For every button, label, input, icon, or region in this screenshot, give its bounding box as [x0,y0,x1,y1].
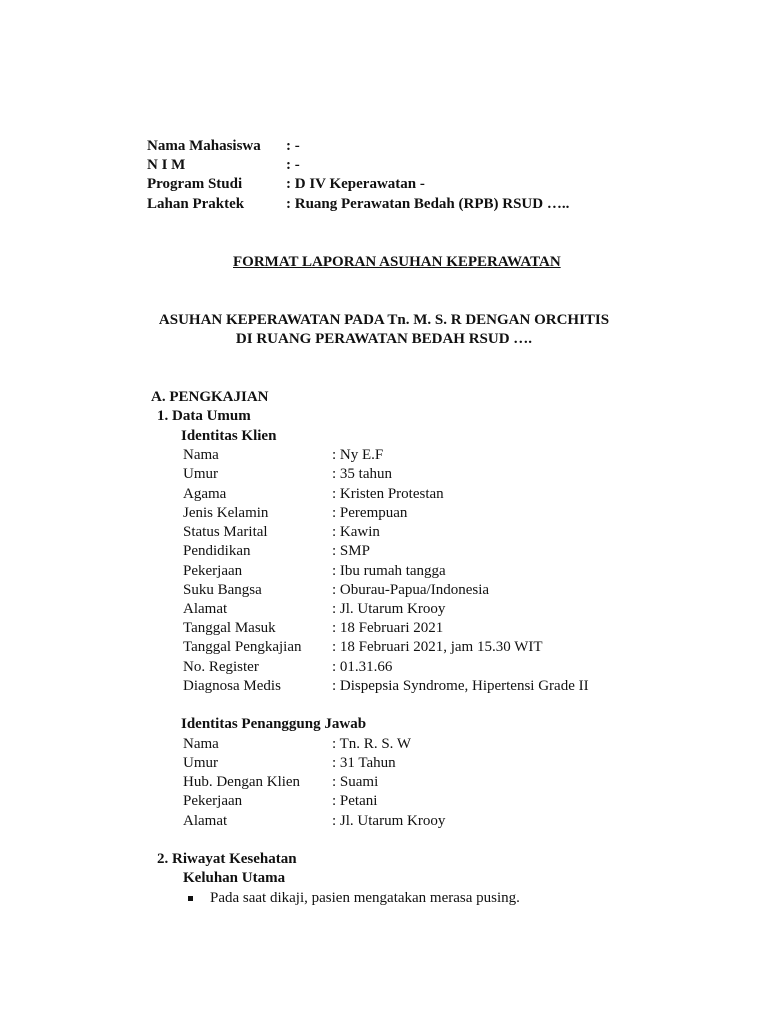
case-title-line1: ASUHAN KEPERAWATAN PADA Tn. M. S. R DENGAN ORCHITIS [158,312,610,328]
klien-label: Status Marital [183,524,268,540]
square-bullet-icon [188,896,193,901]
klien-label: Pekerjaan [183,563,243,579]
klien-value: : Kawin [332,524,380,540]
pj-label: Umur [183,755,218,771]
format-title: FORMAT LAPORAN ASUHAN KEPERAWATAN [233,254,561,270]
klien-label: Umur [183,466,218,482]
header-label-nama: Nama Mahasiswa [147,138,261,154]
pj-value: : Tn. R. S. W [332,736,412,752]
header-label-lahan: Lahan Praktek [147,196,245,212]
header-value-lahan: : Ruang Perawatan Bedah (RPB) RSUD ….. [286,196,570,212]
section-a-heading: A. PENGKAJIAN [151,389,269,405]
klien-value: : Oburau-Papua/Indonesia [332,582,490,598]
klien-label: Jenis Kelamin [183,505,269,521]
pj-label: Alamat [183,813,228,829]
klien-value: : Ibu rumah tangga [332,563,446,579]
pj-value: : Jl. Utarum Krooy [332,813,446,829]
klien-value: : Kristen Protestan [332,486,444,502]
klien-label: Agama [183,486,227,502]
header-value-nama: : - [286,138,300,154]
pj-label: Pekerjaan [183,793,243,809]
header-label-nim: N I M [147,157,186,173]
klien-value: : Ny E.F [332,447,384,463]
pj-label: Nama [183,736,219,752]
list-item: Pada saat dikaji, pasien mengatakan merasa pusing. [210,890,520,906]
pj-value: : Suami [332,774,379,790]
keluhan-utama-heading: Keluhan Utama [183,870,286,886]
riwayat-kesehatan-heading: 2. Riwayat Kesehatan [157,851,297,867]
pj-value: : Petani [332,793,378,809]
klien-value: : Jl. Utarum Krooy [332,601,446,617]
klien-label: Tanggal Pengkajian [183,639,302,655]
header-value-prodi: : D IV Keperawatan - [286,176,425,192]
case-title-line2: DI RUANG PERAWATAN BEDAH RSUD …. [235,331,533,347]
klien-value: : 01.31.66 [332,659,393,675]
klien-label: No. Register [183,659,259,675]
data-umum-heading: 1. Data Umum [157,408,251,424]
klien-value: : 18 Februari 2021 [332,620,444,636]
klien-label: Diagnosa Medis [183,678,281,694]
klien-label: Suku Bangsa [183,582,262,598]
pj-label: Hub. Dengan Klien [183,774,301,790]
identitas-klien-heading: Identitas Klien [181,428,277,444]
klien-label: Alamat [183,601,228,617]
header-value-nim: : - [286,157,300,173]
klien-value: : 35 tahun [332,466,392,482]
klien-value: : SMP [332,543,370,559]
klien-value: : 18 Februari 2021, jam 15.30 WIT [332,639,543,655]
klien-label: Nama [183,447,219,463]
klien-value: : Perempuan [332,505,408,521]
pj-value: : 31 Tahun [332,755,396,771]
header-label-prodi: Program Studi [147,176,243,192]
klien-value: : Dispepsia Syndrome, Hipertensi Grade II [332,678,589,694]
klien-label: Tanggal Masuk [183,620,276,636]
identitas-pj-heading: Identitas Penanggung Jawab [181,716,367,732]
klien-label: Pendidikan [183,543,251,559]
